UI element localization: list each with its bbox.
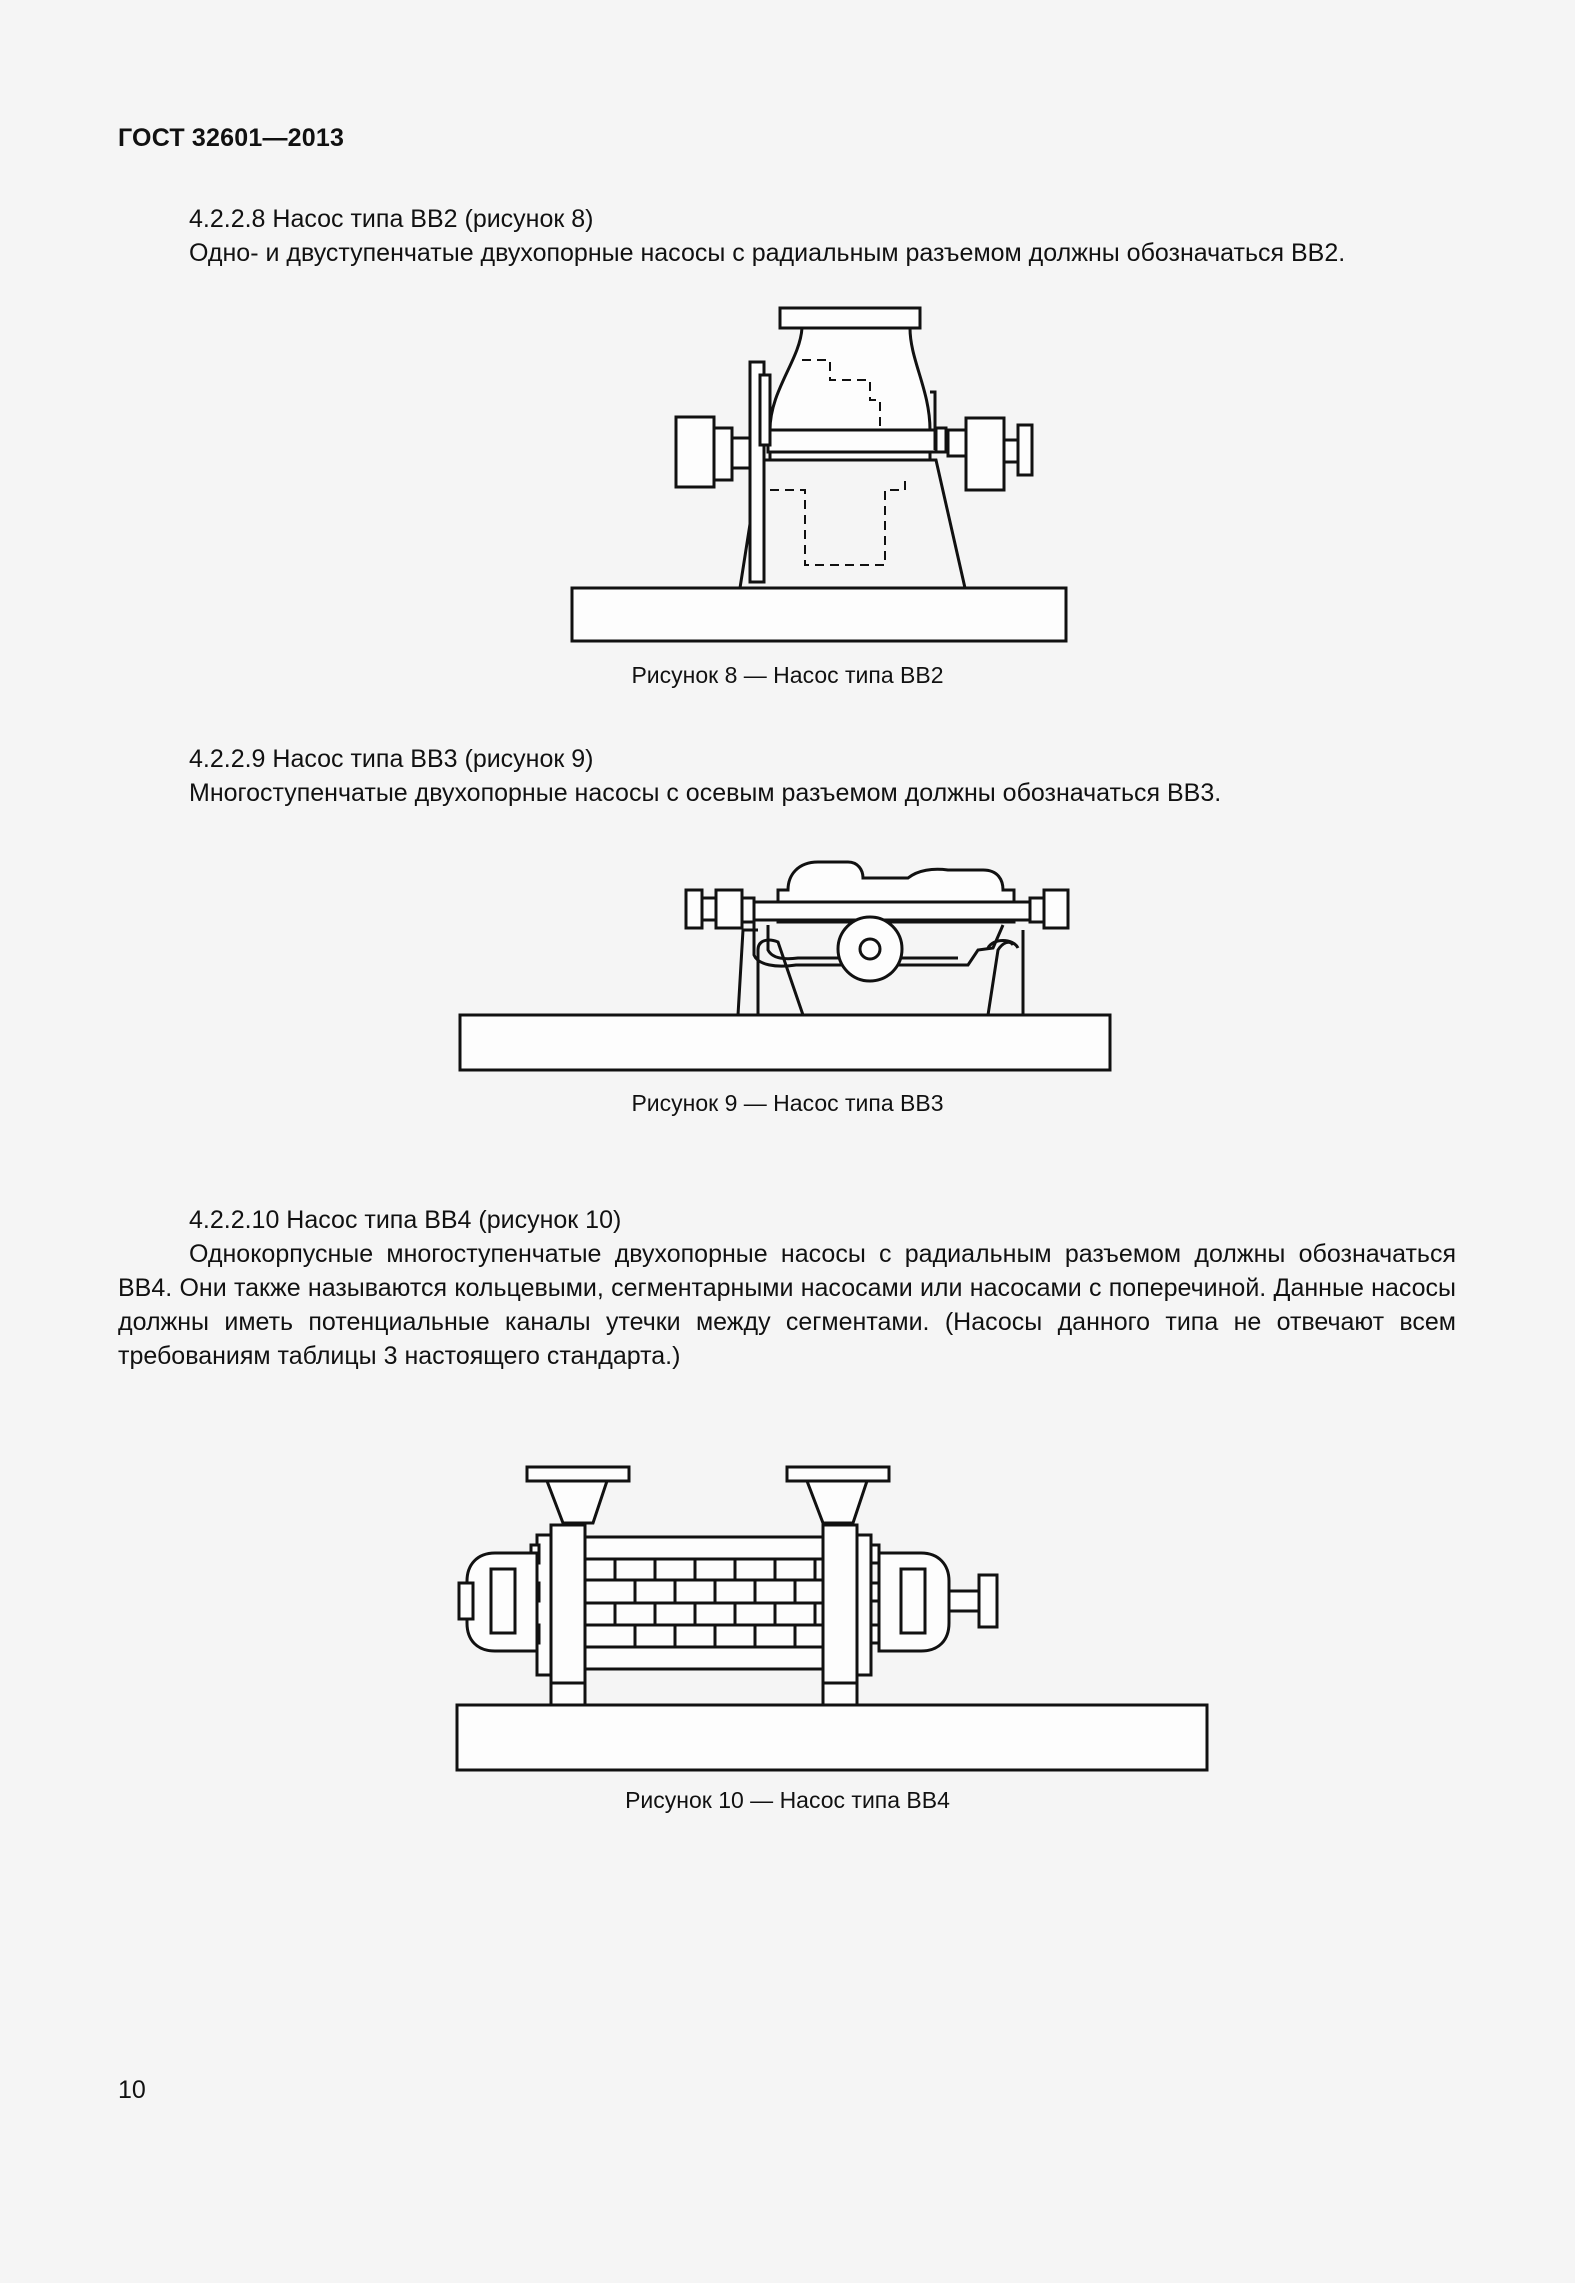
figure-10-caption: Рисунок 10 — Насос типа ВВ4 <box>625 1787 950 1813</box>
figure-8-bb2-pump <box>570 300 1070 645</box>
figure-8-caption: Рисунок 8 — Насос типа ВВ2 <box>631 662 944 688</box>
section-bb2 <box>118 202 1456 270</box>
page-number: 10 <box>118 2076 146 2104</box>
section-text: Однокорпусные многоступенчатые двухопорные насосы с радиальным разъемом должны обозначаться ВВ4. Они также называются кольцевыми, сегментарными насосами или насосами с поперечиной. Данные насосы должны иметь потенциальные каналы утечки между сегментами. (Насосы данного типа не отвечают всем требованиям таблицы 3 настоящего стандарта.) <box>118 1240 1456 1370</box>
figure-9-caption: Рисунок 9 — Насос типа ВВ3 <box>631 1090 944 1116</box>
figure-10-bb4-pump <box>455 1465 1211 1775</box>
section-text: Многоступенчатые двухопорные насосы с осевым разъемом должны обозначаться ВВ3. <box>189 779 1222 807</box>
section-heading: 4.2.2.9 Насос типа ВВ3 (рисунок 9) <box>189 745 594 773</box>
document-header: ГОСТ 32601—2013 <box>118 124 345 152</box>
section-heading: 4.2.2.8 Насос типа ВВ2 (рисунок 8) <box>189 205 594 233</box>
section-text: Одно- и двуступенчатые двухопорные насосы с радиальным разъемом должны обозначаться ВВ2. <box>189 239 1346 267</box>
figure-9-bb3-pump <box>458 850 1114 1075</box>
section-heading: 4.2.2.10 Насос типа ВВ4 (рисунок 10) <box>189 1206 622 1234</box>
section-bb3 <box>118 742 1456 810</box>
section-bb4 <box>118 1203 1456 1373</box>
